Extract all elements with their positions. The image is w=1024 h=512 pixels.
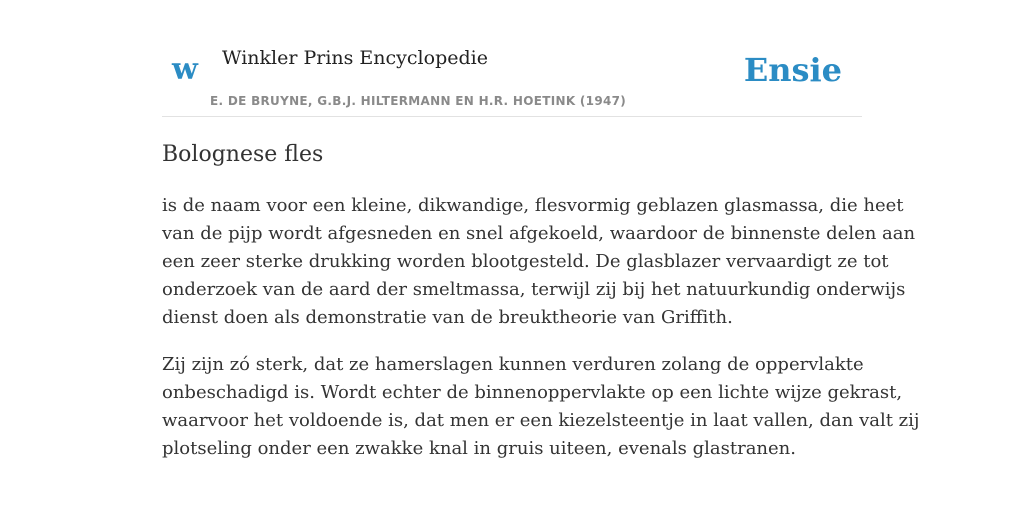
text-line: onderzoek van de aard der smeltmassa, terwijl zij bij het natuurkundig onderwijs [162,279,906,300]
entry-title: Bolognese fles [162,142,324,167]
text-line: onbeschadigd is. Wordt echter de binnenoppervlakte op een lichte wijze gekrast, [162,382,903,403]
winkler-prins-w-logo-icon[interactable]: w [172,52,198,87]
text-line: dienst doen als demonstratie van de breuktheorie van Griffith. [162,307,733,328]
text-line: een zeer sterke drukking worden blootgesteld. De glasblazer vervaardigt ze tot [162,251,889,272]
ensie-brand-logo[interactable]: Ensie [743,51,842,89]
text-line: waarvoor het voldoende is, dat men er een kiezelsteentje in laat vallen, dan valt zij [162,410,920,431]
paragraph-1 [162,192,916,332]
text-line: is de naam voor een kleine, dikwandige, flesvormig geblazen glasmassa, die heet [162,195,904,216]
source-header [162,0,862,117]
source-title[interactable]: Winkler Prins Encyclopedie [222,47,488,69]
paragraph-2 [162,351,920,463]
entry-body [162,192,920,482]
text-line: Zij zijn zó sterk, dat ze hamerslagen kunnen verduren zolang de oppervlakte [162,354,864,375]
source-authors: E. DE BRUYNE, G.B.J. HILTERMANN EN H.R. HOETINK (1947) [210,94,627,108]
text-line: plotseling onder een zwakke knal in gruis uiteen, evenals glastranen. [162,438,796,459]
text-line: van de pijp wordt afgesneden en snel afgekoeld, waardoor de binnenste delen aan [162,223,916,244]
